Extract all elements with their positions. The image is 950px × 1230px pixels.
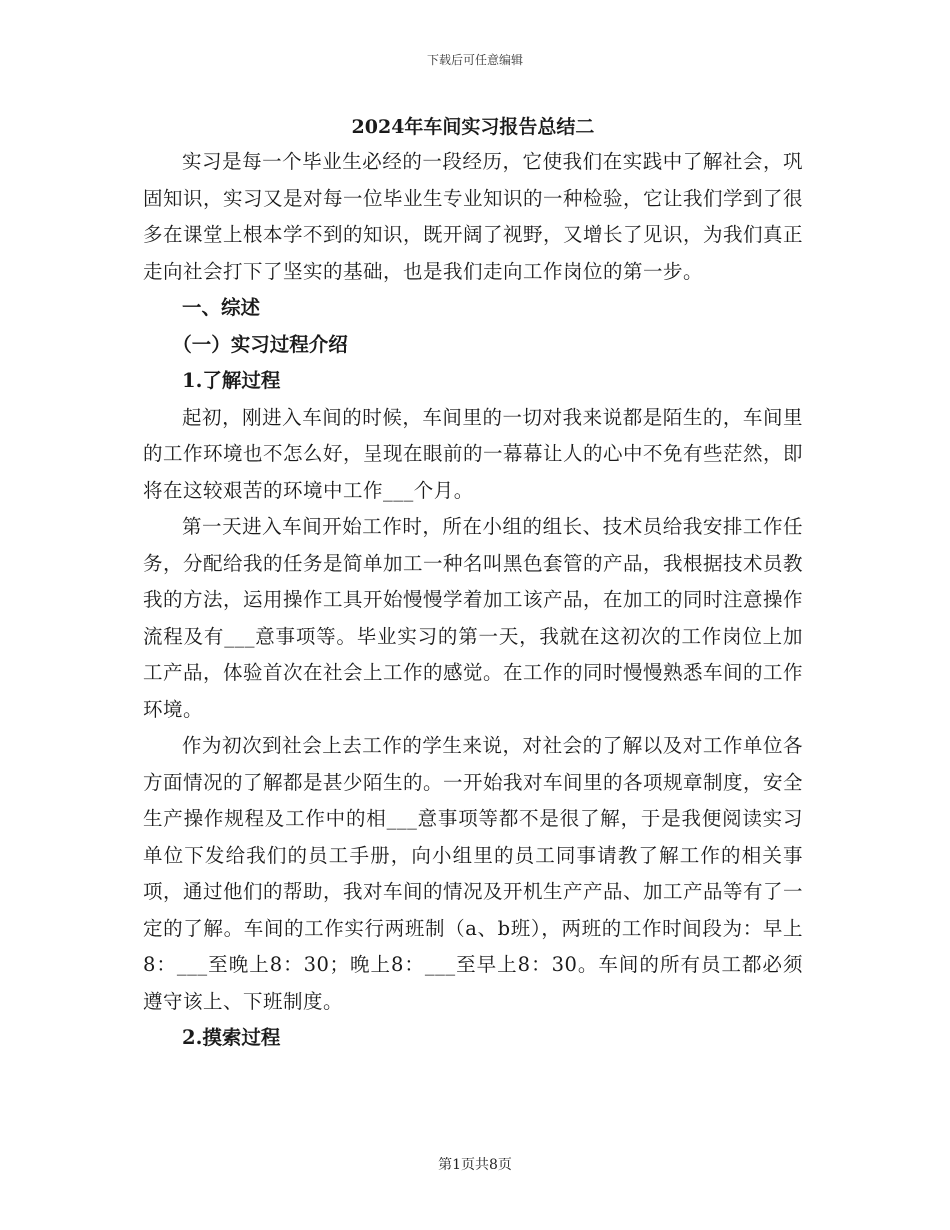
document-body	[143, 110, 803, 1057]
intro-paragraph: 实习是每一个毕业生必经的一段经历，它使我们在实践中了解社会，巩固知识，实习又是对每一位毕业生专业知识的一种检验，它让我们学到了很多在课堂上根本学不到的知识，既开阔了视野，又增长了见识，为我们真正走向社会打下了坚实的基础，也是我们走向工作岗位的第一步。	[143, 150, 804, 283]
page-footer: 第1页共8页	[438, 1157, 512, 1173]
paragraph-2: 第一天进入车间开始工作时，所在小组的组长、技术员给我安排工作任务，分配给我的任务是简单加工一种名叫黑色套管的产品，我根据技术员教我的方法，运用操作工具开始慢慢学着加工该产品，在加工的同时注意操作流程及有___意事项等。毕业实习的第一天，我就在这初次的工作岗位上加工产品，体验首次在社会上工作的感觉。在工作的同时慢慢熟悉车间的工作环境。	[143, 515, 804, 721]
document-title: 2024年车间实习报告总结二	[351, 116, 595, 138]
page-header: 下载后可任意编辑	[426, 53, 523, 67]
item-heading-understanding: 1.了解过程	[182, 369, 281, 392]
paragraph-3: 作为初次到社会上去工作的学生来说，对社会的了解以及对工作单位各方面情况的了解都是甚少陌生的。一开始我对车间里的各项规章制度，安全生产操作规程及工作中的相___意事项等都不是很了解，于是我便阅读实习单位下发给我们的员工手册，向小组里的员工同事请教了解工作的相关事项，通过他们的帮助，我对车间的情况及开机生产产品、加工产品等有了一定的了解。车间的工作实行两班制（a、b班），两班的工作时间段为：早上8：___至晚上8：30；晚上8：___至早上8：30。车间的所有员工都必须遵守该上、下班制度。	[143, 734, 804, 1013]
item-heading-exploration: 2.摸索过程	[182, 1026, 281, 1049]
paragraph-1: 起初，刚进入车间的时候，车间里的一切对我来说都是陌生的，车间里的工作环境也不怎么好，呈现在眼前的一幕幕让人的心中不免有些茫然，即将在这较艰苦的环境中工作___个月。	[143, 405, 804, 502]
section-heading-overview: 一、综述	[182, 296, 261, 319]
subsection-heading-process: （一）实习过程介绍	[172, 332, 348, 356]
